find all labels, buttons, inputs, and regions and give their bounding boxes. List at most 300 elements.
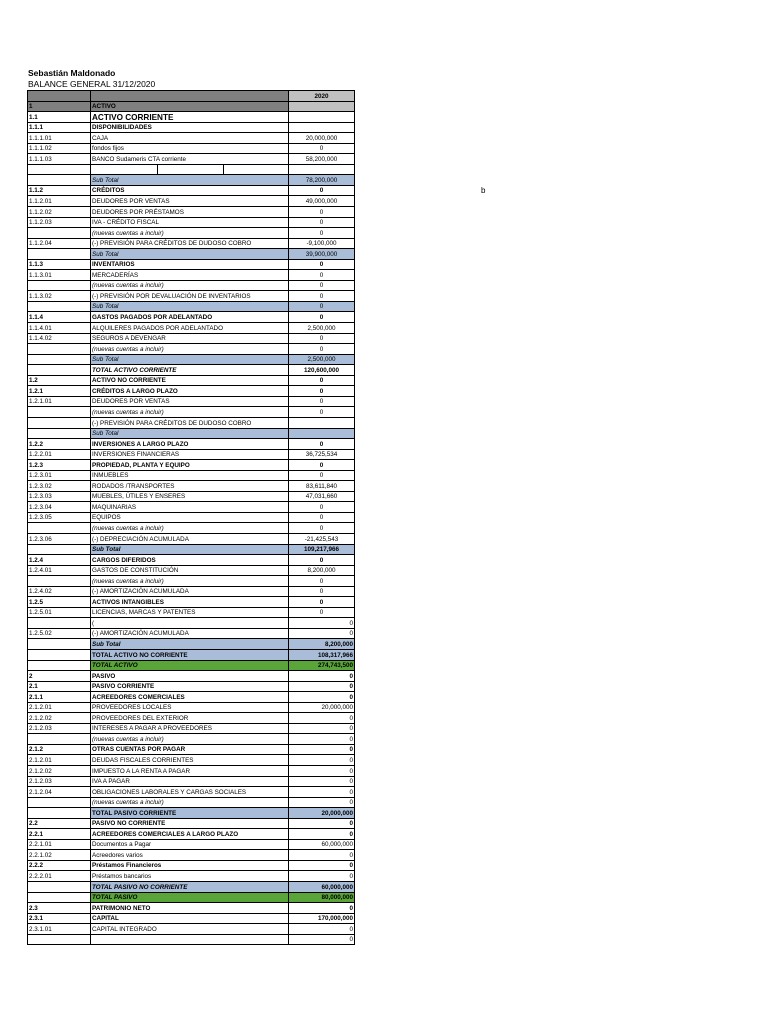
account-code-cell (28, 934, 91, 945)
account-code-cell: 1.1.3 (28, 259, 91, 270)
table-row (28, 481, 355, 492)
table-row (28, 386, 355, 397)
amount-cell: 170,000,000 (289, 913, 355, 924)
amount-cell: 0 (289, 576, 355, 587)
amount-cell: 0 (289, 607, 355, 618)
amount-cell: 58,200,000 (289, 154, 355, 165)
amount-cell: 49,000,000 (289, 196, 355, 207)
table-row (28, 428, 355, 439)
account-name-cell: PASIVO CORRIENTE (91, 681, 289, 692)
table-row (28, 681, 355, 692)
account-name-cell: CAPITAL (91, 913, 289, 924)
account-code-cell (28, 280, 91, 291)
amount-cell: 8,200,000 (289, 639, 355, 650)
account-name-cell: CARGOS DIFERIDOS (91, 555, 289, 566)
amount-cell: 0 (289, 207, 355, 218)
amount-cell: 0 (289, 333, 355, 344)
account-name-cell: ALQUILERES PAGADOS POR ADELANTADO (91, 323, 289, 334)
account-name-cell: (nuevas cuentas a incluir) (91, 576, 289, 587)
amount-cell: 20,000,000 (289, 808, 355, 819)
amount-cell: 0 (289, 228, 355, 239)
amount-cell: 2,500,000 (289, 323, 355, 334)
account-code-cell: 1.1 (28, 112, 91, 123)
table-row (28, 818, 355, 829)
account-code-cell: 2.1.2.01 (28, 702, 91, 713)
amount-cell: 60,000,000 (289, 839, 355, 850)
account-code-cell (28, 417, 91, 428)
blank-cell-dividers (92, 165, 287, 174)
account-name-cell: fondos fijos (91, 143, 289, 154)
table-row (28, 270, 355, 281)
amount-cell: 20,000,000 (289, 702, 355, 713)
account-code-cell: 2.1.2.04 (28, 787, 91, 798)
account-name-cell: (-) PREVISIÓN PARA CRÉDITOS DE DUDOSO COBRO (91, 238, 289, 249)
table-row (28, 892, 355, 903)
account-code-cell: 1.2.4.01 (28, 565, 91, 576)
table-row (28, 439, 355, 450)
account-code-cell (28, 660, 91, 671)
account-name-cell: INVERSIONES A LARGO PLAZO (91, 439, 289, 450)
account-code-cell: 1.1.1.02 (28, 143, 91, 154)
year-header-cell: 2020 (289, 91, 355, 102)
account-code-cell: 2.2.2 (28, 860, 91, 871)
account-name-cell (91, 91, 289, 102)
amount-cell: 20,000,000 (289, 133, 355, 144)
amount-cell: 0 (289, 386, 355, 397)
table-row (28, 523, 355, 534)
account-name-cell: Documentos a Pagar (91, 839, 289, 850)
account-name-cell: ( (91, 618, 289, 629)
amount-cell: 0 (289, 407, 355, 418)
account-name-cell: IVA - CRÉDITO FISCAL (91, 217, 289, 228)
table-row (28, 702, 355, 713)
account-code-cell: 1.2.3.04 (28, 502, 91, 513)
table-row (28, 639, 355, 650)
account-code-cell: 1.2.1.01 (28, 396, 91, 407)
table-row (28, 101, 355, 112)
account-name-cell: DEUDORES POR VENTAS (91, 196, 289, 207)
table-row (28, 660, 355, 671)
account-name-cell: (-) PREVISIÓN PARA CRÉDITOS DE DUDOSO COBRO (91, 417, 289, 428)
amount-cell: 0 (289, 259, 355, 270)
table-row (28, 839, 355, 850)
amount-cell: 47,031,660 (289, 491, 355, 502)
table-row (28, 860, 355, 871)
table-row (28, 934, 355, 945)
account-name-cell: DEUDORES POR PRÉSTAMOS (91, 207, 289, 218)
amount-cell: 0 (289, 628, 355, 639)
table-row (28, 207, 355, 218)
amount-cell: 0 (289, 597, 355, 608)
account-code-cell: 2.2 (28, 818, 91, 829)
amount-cell: 0 (289, 312, 355, 323)
account-name-cell: ACTIVOS INTANGIBLES (91, 597, 289, 608)
amount-cell: 0 (289, 713, 355, 724)
amount-cell: 0 (289, 934, 355, 945)
account-code-cell: 1.2.3 (28, 460, 91, 471)
account-code-cell: 1.1.2 (28, 185, 91, 196)
account-code-cell: 2.3.1 (28, 913, 91, 924)
account-name-cell: IMPUESTO A LA RENTA A PAGAR (91, 766, 289, 777)
account-code-cell: 1.1.3.01 (28, 270, 91, 281)
amount-cell: 0 (289, 723, 355, 734)
table-row (28, 713, 355, 724)
account-name-cell: Sub Total (91, 428, 289, 439)
table-row (28, 143, 355, 154)
account-code-cell: 2.2.1.02 (28, 850, 91, 861)
account-code-cell: 1.2.1 (28, 386, 91, 397)
amount-cell (289, 428, 355, 439)
table-row (28, 228, 355, 239)
table-row (28, 692, 355, 703)
account-name-cell: (nuevas cuentas a incluir) (91, 734, 289, 745)
account-code-cell: 2.3 (28, 903, 91, 914)
account-code-cell: 2.1 (28, 681, 91, 692)
account-code-cell: 1.2.2.01 (28, 449, 91, 460)
account-name-cell: TOTAL PASIVO NO CORRIENTE (91, 882, 289, 893)
account-code-cell (28, 882, 91, 893)
account-name-cell: DEUDORES POR VENTAS (91, 396, 289, 407)
amount-cell: 0 (289, 860, 355, 871)
account-code-cell: 1.2.3.02 (28, 481, 91, 492)
amount-cell: 0 (289, 586, 355, 597)
account-code-cell: 1.2.5 (28, 597, 91, 608)
account-name-cell: PROVEEDORES DEL EXTERIOR (91, 713, 289, 724)
account-code-cell: 1.2.5.01 (28, 607, 91, 618)
table-row (28, 196, 355, 207)
table-row (28, 913, 355, 924)
amount-cell: 83,611,840 (289, 481, 355, 492)
account-name-cell: (-) AMORTIZACIÓN ACUMULADA (91, 628, 289, 639)
balance-sheet-body (28, 91, 355, 945)
amount-cell: 0 (289, 818, 355, 829)
amount-cell: 0 (289, 439, 355, 450)
account-name-cell: PROVEEDORES LOCALES (91, 702, 289, 713)
account-code-cell: 2.1.2.03 (28, 723, 91, 734)
account-code-cell: 1.2.5.02 (28, 628, 91, 639)
account-code-cell: 2.1.2.01 (28, 755, 91, 766)
account-name-cell: MUEBLES, ÚTILES Y ENSERES (91, 491, 289, 502)
table-row (28, 249, 355, 260)
account-name-cell: CRÉDITOS A LARGO PLAZO (91, 386, 289, 397)
table-row (28, 808, 355, 819)
table-row (28, 649, 355, 660)
amount-cell: 120,600,000 (289, 365, 355, 376)
account-code-cell: 2.2.2.01 (28, 871, 91, 882)
account-code-cell: 2 (28, 671, 91, 682)
amount-cell: 0 (289, 671, 355, 682)
table-row (28, 375, 355, 386)
table-row (28, 502, 355, 513)
amount-cell: 8,200,000 (289, 565, 355, 576)
amount-cell: 0 (289, 143, 355, 154)
balance-sheet-table (27, 90, 355, 945)
amount-cell (289, 101, 355, 112)
account-code-cell: 1.1.1.03 (28, 154, 91, 165)
account-code-cell (28, 228, 91, 239)
account-code-cell (28, 649, 91, 660)
account-code-cell (28, 892, 91, 903)
account-name-cell: ACREEDORES COMERCIALES A LARGO PLAZO (91, 829, 289, 840)
amount-cell: 274,743,500 (289, 660, 355, 671)
table-row (28, 744, 355, 755)
table-row (28, 882, 355, 893)
table-row (28, 829, 355, 840)
table-row (28, 354, 355, 365)
account-name-cell: LICENCIAS, MARCAS Y PATENTES (91, 607, 289, 618)
account-name-cell: (-) PREVISIÓN POR DEVALUACIÓN DE INVENTARIOS (91, 291, 289, 302)
table-row (28, 723, 355, 734)
account-name-cell: ACTIVO CORRIENTE (91, 112, 289, 123)
amount-cell: 0 (289, 502, 355, 513)
table-row (28, 755, 355, 766)
account-code-cell: 2.3.1.01 (28, 924, 91, 935)
account-code-cell: 2.1.2.02 (28, 713, 91, 724)
amount-cell: 0 (289, 470, 355, 481)
account-name-cell: CAPITAL INTEGRADO (91, 924, 289, 935)
account-name-cell: EQUIPOS (91, 512, 289, 523)
account-name-cell: INTERESES A PAGAR A PROVEEDORES (91, 723, 289, 734)
table-row (28, 396, 355, 407)
amount-cell: 0 (289, 734, 355, 745)
account-code-cell (28, 808, 91, 819)
amount-cell: -9,100,000 (289, 238, 355, 249)
account-name-cell: PASIVO NO CORRIENTE (91, 818, 289, 829)
account-name-cell: OTRAS CUENTAS POR PAGAR (91, 744, 289, 755)
account-name-cell: Sub Total (91, 639, 289, 650)
report-title: BALANCE GENERAL 31/12/2020 (28, 79, 156, 89)
account-code-cell (28, 407, 91, 418)
amount-cell: 0 (289, 460, 355, 471)
account-code-cell: 2.1.2.03 (28, 776, 91, 787)
account-code-cell (28, 365, 91, 376)
account-name-cell: GASTOS PAGADOS POR ADELANTADO (91, 312, 289, 323)
account-name-cell: ACTIVO NO CORRIENTE (91, 375, 289, 386)
amount-cell: 0 (289, 185, 355, 196)
table-row (28, 291, 355, 302)
account-code-cell (28, 576, 91, 587)
account-code-cell: 1.2.3.03 (28, 491, 91, 502)
table-row (28, 449, 355, 460)
amount-cell: 0 (289, 523, 355, 534)
company-name: Sebastián Maldonado (28, 68, 116, 78)
account-name-cell: CAJA (91, 133, 289, 144)
amount-cell: 39,900,000 (289, 249, 355, 260)
table-row (28, 491, 355, 502)
account-name-cell: OBLIGACIONES LABORALES Y CARGAS SOCIALES (91, 787, 289, 798)
account-code-cell: 1.2 (28, 375, 91, 386)
account-name-cell: TOTAL ACTIVO CORRIENTE (91, 365, 289, 376)
account-name-cell: PROPIEDAD, PLANTA Y EQUIPO (91, 460, 289, 471)
amount-cell: 80,000,000 (289, 892, 355, 903)
table-row (28, 122, 355, 133)
amount-cell: 0 (289, 903, 355, 914)
table-row (28, 91, 355, 102)
account-code-cell: 1.2.2 (28, 439, 91, 450)
amount-cell: 36,725,534 (289, 449, 355, 460)
amount-cell: 0 (289, 755, 355, 766)
amount-cell: 0 (289, 375, 355, 386)
cell-divider (224, 165, 289, 174)
account-name-cell: MERCADERÍAS (91, 270, 289, 281)
account-name-cell: (nuevas cuentas a incluir) (91, 280, 289, 291)
account-name-cell: INVERSIONES FINANCIERAS (91, 449, 289, 460)
account-name-cell: (nuevas cuentas a incluir) (91, 407, 289, 418)
account-name-cell: PATRIMONIO NETO (91, 903, 289, 914)
account-name-cell: (-) AMORTIZACIÓN ACUMULADA (91, 586, 289, 597)
table-row (28, 175, 355, 186)
table-row (28, 259, 355, 270)
account-name-cell: RODADOS /TRANSPORTES (91, 481, 289, 492)
amount-cell: 0 (289, 692, 355, 703)
account-name-cell: (nuevas cuentas a incluir) (91, 228, 289, 239)
table-row (28, 154, 355, 165)
table-row (28, 565, 355, 576)
amount-cell: 0 (289, 396, 355, 407)
table-row (28, 417, 355, 428)
account-name-cell: GASTOS DE CONSTITUCIÓN (91, 565, 289, 576)
account-name-cell: Préstamos Financieros (91, 860, 289, 871)
table-row (28, 607, 355, 618)
account-name-cell: Acreedores varios (91, 850, 289, 861)
table-row (28, 217, 355, 228)
account-code-cell (28, 91, 91, 102)
amount-cell: 0 (289, 270, 355, 281)
account-name-cell: (-) DEPRECIACIÓN ACUMULADA (91, 533, 289, 544)
account-code-cell: 1.1.1 (28, 122, 91, 133)
account-name-cell: ACREEDORES COMERCIALES (91, 692, 289, 703)
account-code-cell: 1.1.3.02 (28, 291, 91, 302)
table-row (28, 512, 355, 523)
account-name-cell: TOTAL PASIVO (91, 892, 289, 903)
cell-divider (92, 165, 158, 174)
table-row (28, 312, 355, 323)
account-name-cell: Sub Total (91, 249, 289, 260)
account-name-cell: MAQUINARIAS (91, 502, 289, 513)
amount-cell: 0 (289, 871, 355, 882)
account-code-cell (28, 797, 91, 808)
table-row (28, 238, 355, 249)
account-name-cell: IVA A PAGAR (91, 776, 289, 787)
amount-cell: 0 (289, 618, 355, 629)
amount-cell (289, 122, 355, 133)
table-row (28, 323, 355, 334)
account-code-cell: 1 (28, 101, 91, 112)
account-name-cell: PASIVO (91, 671, 289, 682)
amount-cell: 2,500,000 (289, 354, 355, 365)
account-code-cell: 1.1.4.01 (28, 323, 91, 334)
table-row (28, 576, 355, 587)
table-row (28, 586, 355, 597)
account-name-cell: Sub Total (91, 354, 289, 365)
amount-cell: 60,000,000 (289, 882, 355, 893)
account-code-cell: 1.1.2.04 (28, 238, 91, 249)
account-code-cell (28, 618, 91, 629)
account-name-cell: CRÉDITOS (91, 185, 289, 196)
table-row (28, 597, 355, 608)
table-row (28, 618, 355, 629)
amount-cell: 0 (289, 829, 355, 840)
table-row (28, 924, 355, 935)
table-row (28, 628, 355, 639)
amount-cell: 0 (289, 301, 355, 312)
table-row (28, 333, 355, 344)
table-row (28, 797, 355, 808)
table-row (28, 544, 355, 555)
account-code-cell: 2.2.1.01 (28, 839, 91, 850)
account-code-cell: 2.1.2 (28, 744, 91, 755)
amount-cell: 0 (289, 280, 355, 291)
amount-cell: 0 (289, 766, 355, 777)
table-row (28, 112, 355, 123)
account-code-cell (28, 544, 91, 555)
account-code-cell: 1.2.4 (28, 555, 91, 566)
account-code-cell: 1.1.4.02 (28, 333, 91, 344)
table-row (28, 407, 355, 418)
account-code-cell: 1.1.2.02 (28, 207, 91, 218)
table-row (28, 555, 355, 566)
account-name-cell: (nuevas cuentas a incluir) (91, 797, 289, 808)
amount-cell: 0 (289, 291, 355, 302)
account-name-cell: SEGUROS A DEVENGAR (91, 333, 289, 344)
amount-cell: 0 (289, 217, 355, 228)
amount-cell: 0 (289, 924, 355, 935)
table-row (28, 280, 355, 291)
account-name-cell: ACTIVO (91, 101, 289, 112)
account-code-cell: 1.2.3.06 (28, 533, 91, 544)
amount-cell: 0 (289, 555, 355, 566)
amount-cell: 0 (289, 344, 355, 355)
account-name-cell: Sub Total (91, 175, 289, 186)
amount-cell (289, 417, 355, 428)
account-name-cell: INVENTARIOS (91, 259, 289, 270)
account-code-cell (28, 428, 91, 439)
account-code-cell: 1.1.4 (28, 312, 91, 323)
account-code-cell (28, 344, 91, 355)
table-row (28, 533, 355, 544)
account-code-cell (28, 354, 91, 365)
amount-cell: 109,217,966 (289, 544, 355, 555)
table-row (28, 365, 355, 376)
account-code-cell (28, 249, 91, 260)
account-code-cell: 1.1.1.01 (28, 133, 91, 144)
amount-cell: 108,317,966 (289, 649, 355, 660)
account-name-cell: TOTAL ACTIVO (91, 660, 289, 671)
amount-cell: 0 (289, 776, 355, 787)
table-row (28, 776, 355, 787)
table-row (28, 850, 355, 861)
table-row (28, 301, 355, 312)
account-name-cell: BANCO Sudameris CTA corriente (91, 154, 289, 165)
account-name-cell: TOTAL ACTIVO NO CORRIENTE (91, 649, 289, 660)
amount-cell: 0 (289, 681, 355, 692)
account-code-cell: 2.1.2.02 (28, 766, 91, 777)
account-code-cell (28, 523, 91, 534)
amount-cell: 78,200,000 (289, 175, 355, 186)
account-name-cell: Sub Total (91, 544, 289, 555)
amount-cell: 0 (289, 512, 355, 523)
account-code-cell: 2.2.1 (28, 829, 91, 840)
account-name-cell: (nuevas cuentas a incluir) (91, 523, 289, 534)
account-code-cell (28, 301, 91, 312)
table-row (28, 460, 355, 471)
account-name-cell: Sub Total (91, 301, 289, 312)
cell-divider (158, 165, 224, 174)
amount-cell: 0 (289, 850, 355, 861)
side-note: b (481, 186, 486, 195)
table-row (28, 903, 355, 914)
amount-cell (289, 164, 355, 175)
